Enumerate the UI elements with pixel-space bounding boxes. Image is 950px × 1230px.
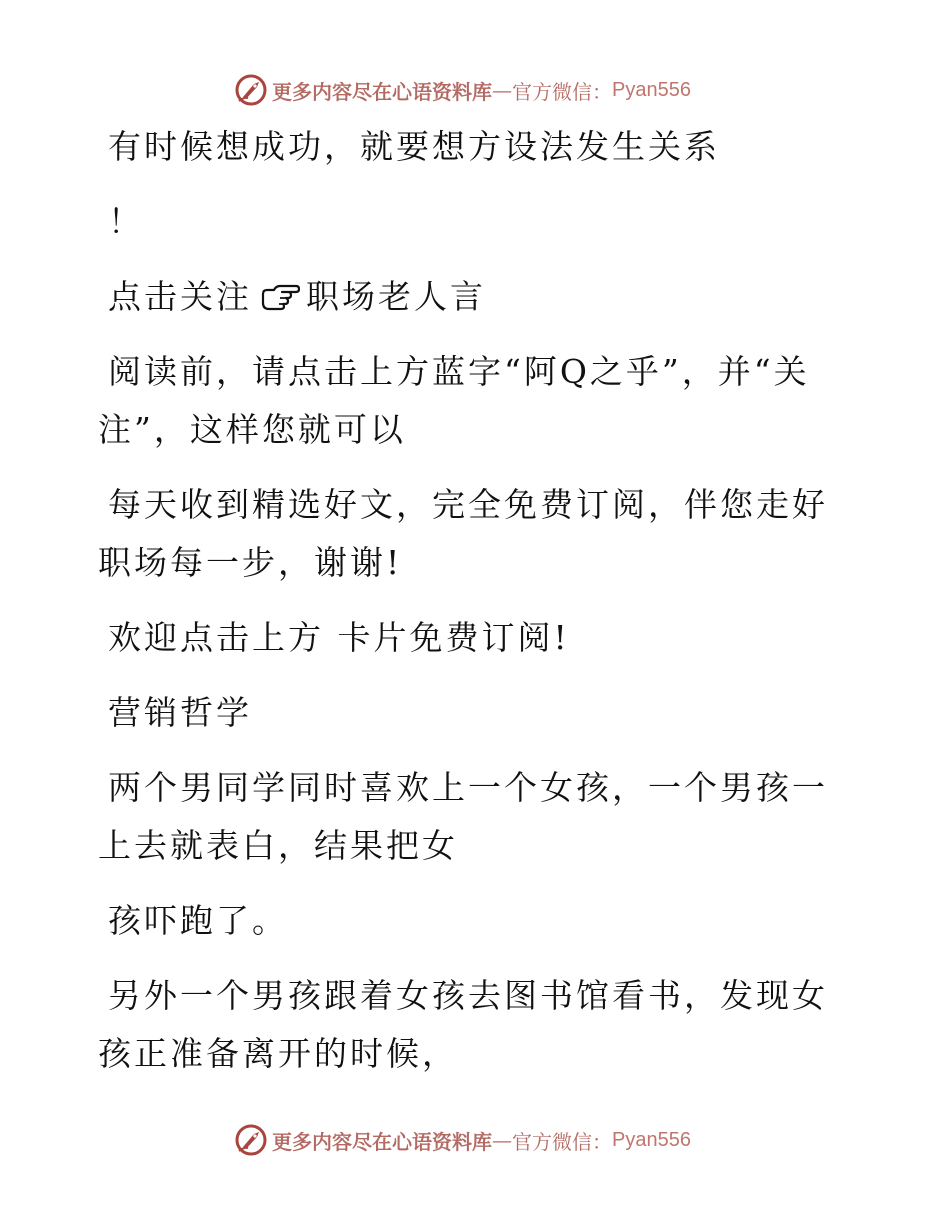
follow-text: 点击关注 [108, 277, 252, 316]
paragraph: ！ [108, 202, 144, 241]
section-title: 营销哲学 [108, 693, 252, 732]
paragraph: 两个男同学同时喜欢上一个女孩，一个男孩一上去就表白，结果把女 [98, 768, 828, 865]
document-body [98, 118, 833, 1100]
header-banner [0, 70, 950, 110]
paragraph: 孩吓跑了。 [108, 901, 288, 940]
paragraph: 有时候想成功，就要想方设法发生关系 [108, 127, 720, 166]
promo-text: 更多内容尽在心语资料库 [272, 1129, 492, 1154]
wechat-id: Pyan556 [612, 1128, 691, 1151]
pen-nib-logo-icon [234, 1123, 268, 1157]
banner-separator: — [492, 1128, 512, 1152]
paragraph: 另外一个男孩跟着女孩去图书馆看书，发现女孩正准备离开的时候， [98, 976, 828, 1073]
follow-line [98, 268, 833, 326]
promo-text: 更多内容尽在心语资料库 [272, 79, 492, 104]
wechat-label: 官方微信： [512, 1129, 612, 1154]
paragraph: 欢迎点击上方 卡片免费订阅! [108, 618, 570, 657]
pointing-hand-icon [260, 282, 300, 312]
wechat-id: Pyan556 [612, 78, 691, 101]
banner-separator: — [492, 78, 512, 102]
footer-banner [0, 1120, 950, 1160]
wechat-label: 官方微信： [512, 79, 612, 104]
pen-nib-logo-icon [234, 73, 268, 107]
paragraph: 每天收到精选好文，完全免费订阅，伴您走好职场每一步，谢谢! [98, 485, 828, 582]
paragraph: 阅读前，请点击上方蓝字“阿Q之乎”，并“关注”，这样您就可以 [98, 352, 810, 449]
column-name: 职场老人言 [306, 277, 486, 316]
